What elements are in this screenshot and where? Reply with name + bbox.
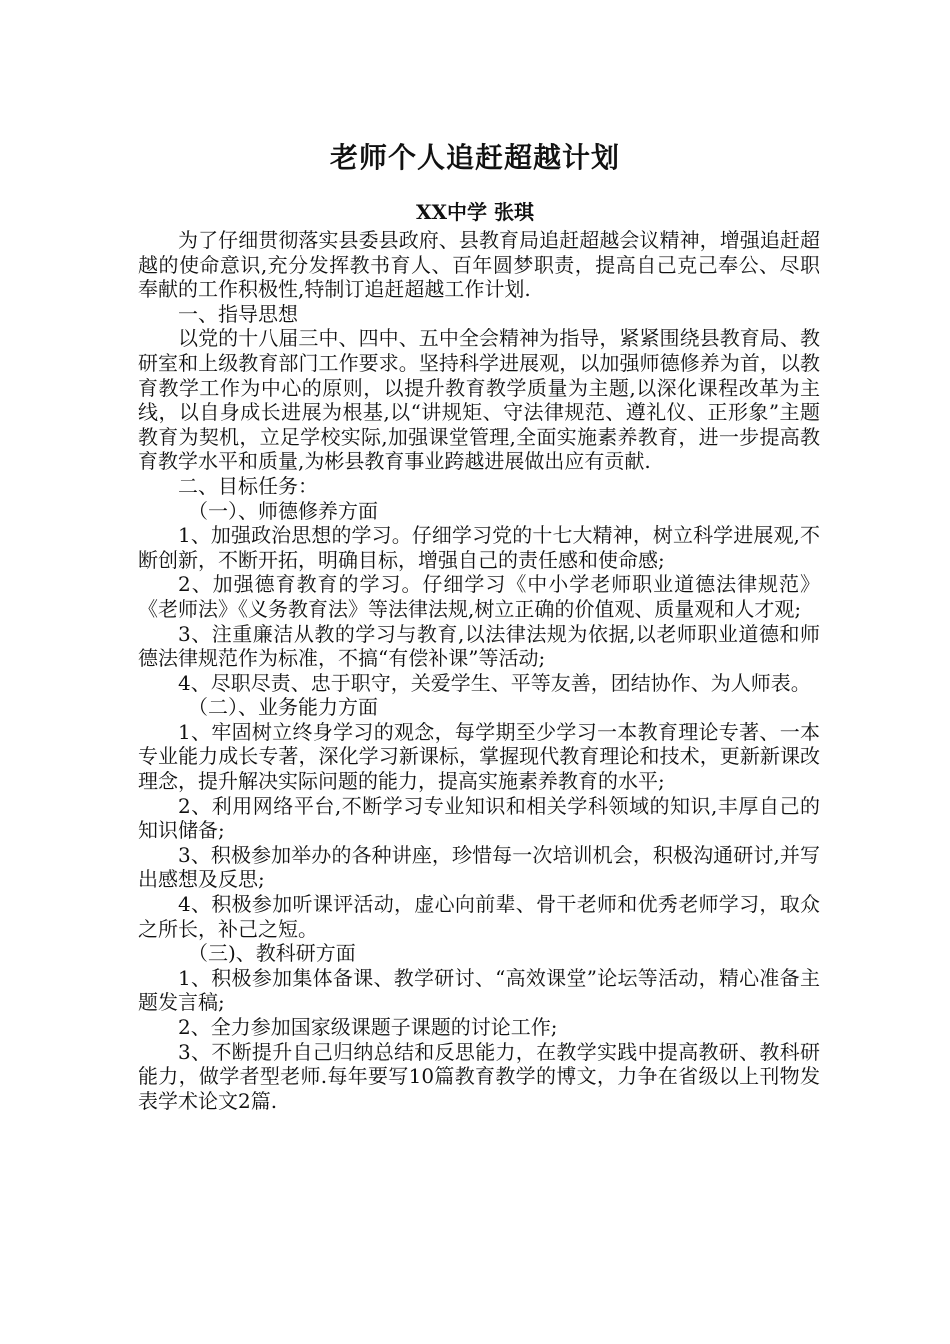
list-item: 3、注重廉洁从教的学习与教育,以法律法规为依据,以老师职业道德和师德法律规范作为标准，不搞“有偿补课”等活动; xyxy=(138,621,820,671)
list-item: 3、不断提升自己归纳总结和反思能力，在教学实践中提高教研、教科研能力，做学者型老师.每年要写10篇教育教学的博文，力争在省级以上刊物发表学术论文2篇. xyxy=(138,1039,820,1113)
subsection-heading-research: （三)、教科研方面 xyxy=(188,941,356,966)
intro-paragraph: 为了仔细贯彻落实县委县政府、县教育局追赶超越会议精神，增强追赶超越的使命意识,充分发挥教书育人、百年圆梦职责，提高自己克己奉公、尽职奉献的工作积极性,特制订追赶超越工作计划. xyxy=(138,228,820,302)
list-item: 4、积极参加听课评活动，虚心向前辈、骨干老师和优秀老师学习，取众之所长，补己之短。 xyxy=(138,892,820,941)
list-item: 4、尽职尽责、忠于职守，关爱学生、平等友善，团结协作、为人师表。 xyxy=(178,670,811,695)
document-title: 老师个人追赶超越计划 xyxy=(329,141,620,174)
body-paragraph: 以党的十八届三中、四中、五中全会精神为指导，紧紧围绕县教育局、教研室和上级教育部门工作要求。坚持科学进展观，以加强师德修养为首，以教育教学工作为中心的原则，以提升教育教学质量为主题,以深化课程改革为主线，以自身成长进展为根基,以“讲规矩、守法律规范、遵礼仪、正形象”主题教育为契机，立足学校实际,加强课堂管理,全面实施素养教育，进一步提高教育教学水平和质量,为彬县教育事业跨越进展做出应有贡献. xyxy=(138,326,820,474)
section-heading-guiding: 一、指导思想 xyxy=(178,301,298,326)
document-body xyxy=(138,228,820,1113)
list-item: 1、牢固树立终身学习的观念，每学期至少学习一本教育理论专著、一本专业能力成长专著，深化学习新课标，掌握现代教育理论和技术，更新新课改理念，提升解决实际问题的能力，提高实施素养教育的水平; xyxy=(138,719,820,794)
section-heading-goals: 二、目标任务： xyxy=(178,473,318,498)
list-item: 1、加强政治思想的学习。仔细学习党的十七大精神，树立科学进展观,不断创新，不断开拓，明确目标，增强自己的责任感和使命感; xyxy=(138,523,820,572)
document-author: XX中学 张琪 xyxy=(416,200,534,224)
list-item: 1、积极参加集体备课、教学研讨、“高效课堂”论坛等活动，精心准备主题发言稿; xyxy=(138,965,820,1015)
list-item: 2、全力参加国家级课题子课题的讨论工作; xyxy=(178,1015,558,1039)
list-item: 2、加强德育教育的学习。仔细学习《中小学老师职业道德法律规范》《老师法》《义务教育法》等法律法规,树立正确的价值观、质量观和人才观; xyxy=(138,572,820,621)
subsection-heading-ability: （二）、业务能力方面 xyxy=(188,695,378,720)
list-item: 3、积极参加举办的各种讲座，珍惜每一次培训机会，积极沟通研讨,并写出感想及反思; xyxy=(138,842,820,892)
list-item: 2、利用网络平台,不断学习专业知识和相关学科领域的知识,丰厚自己的知识储备; xyxy=(138,793,820,843)
subsection-heading-ethics: （一）、师德修养方面 xyxy=(188,498,378,523)
